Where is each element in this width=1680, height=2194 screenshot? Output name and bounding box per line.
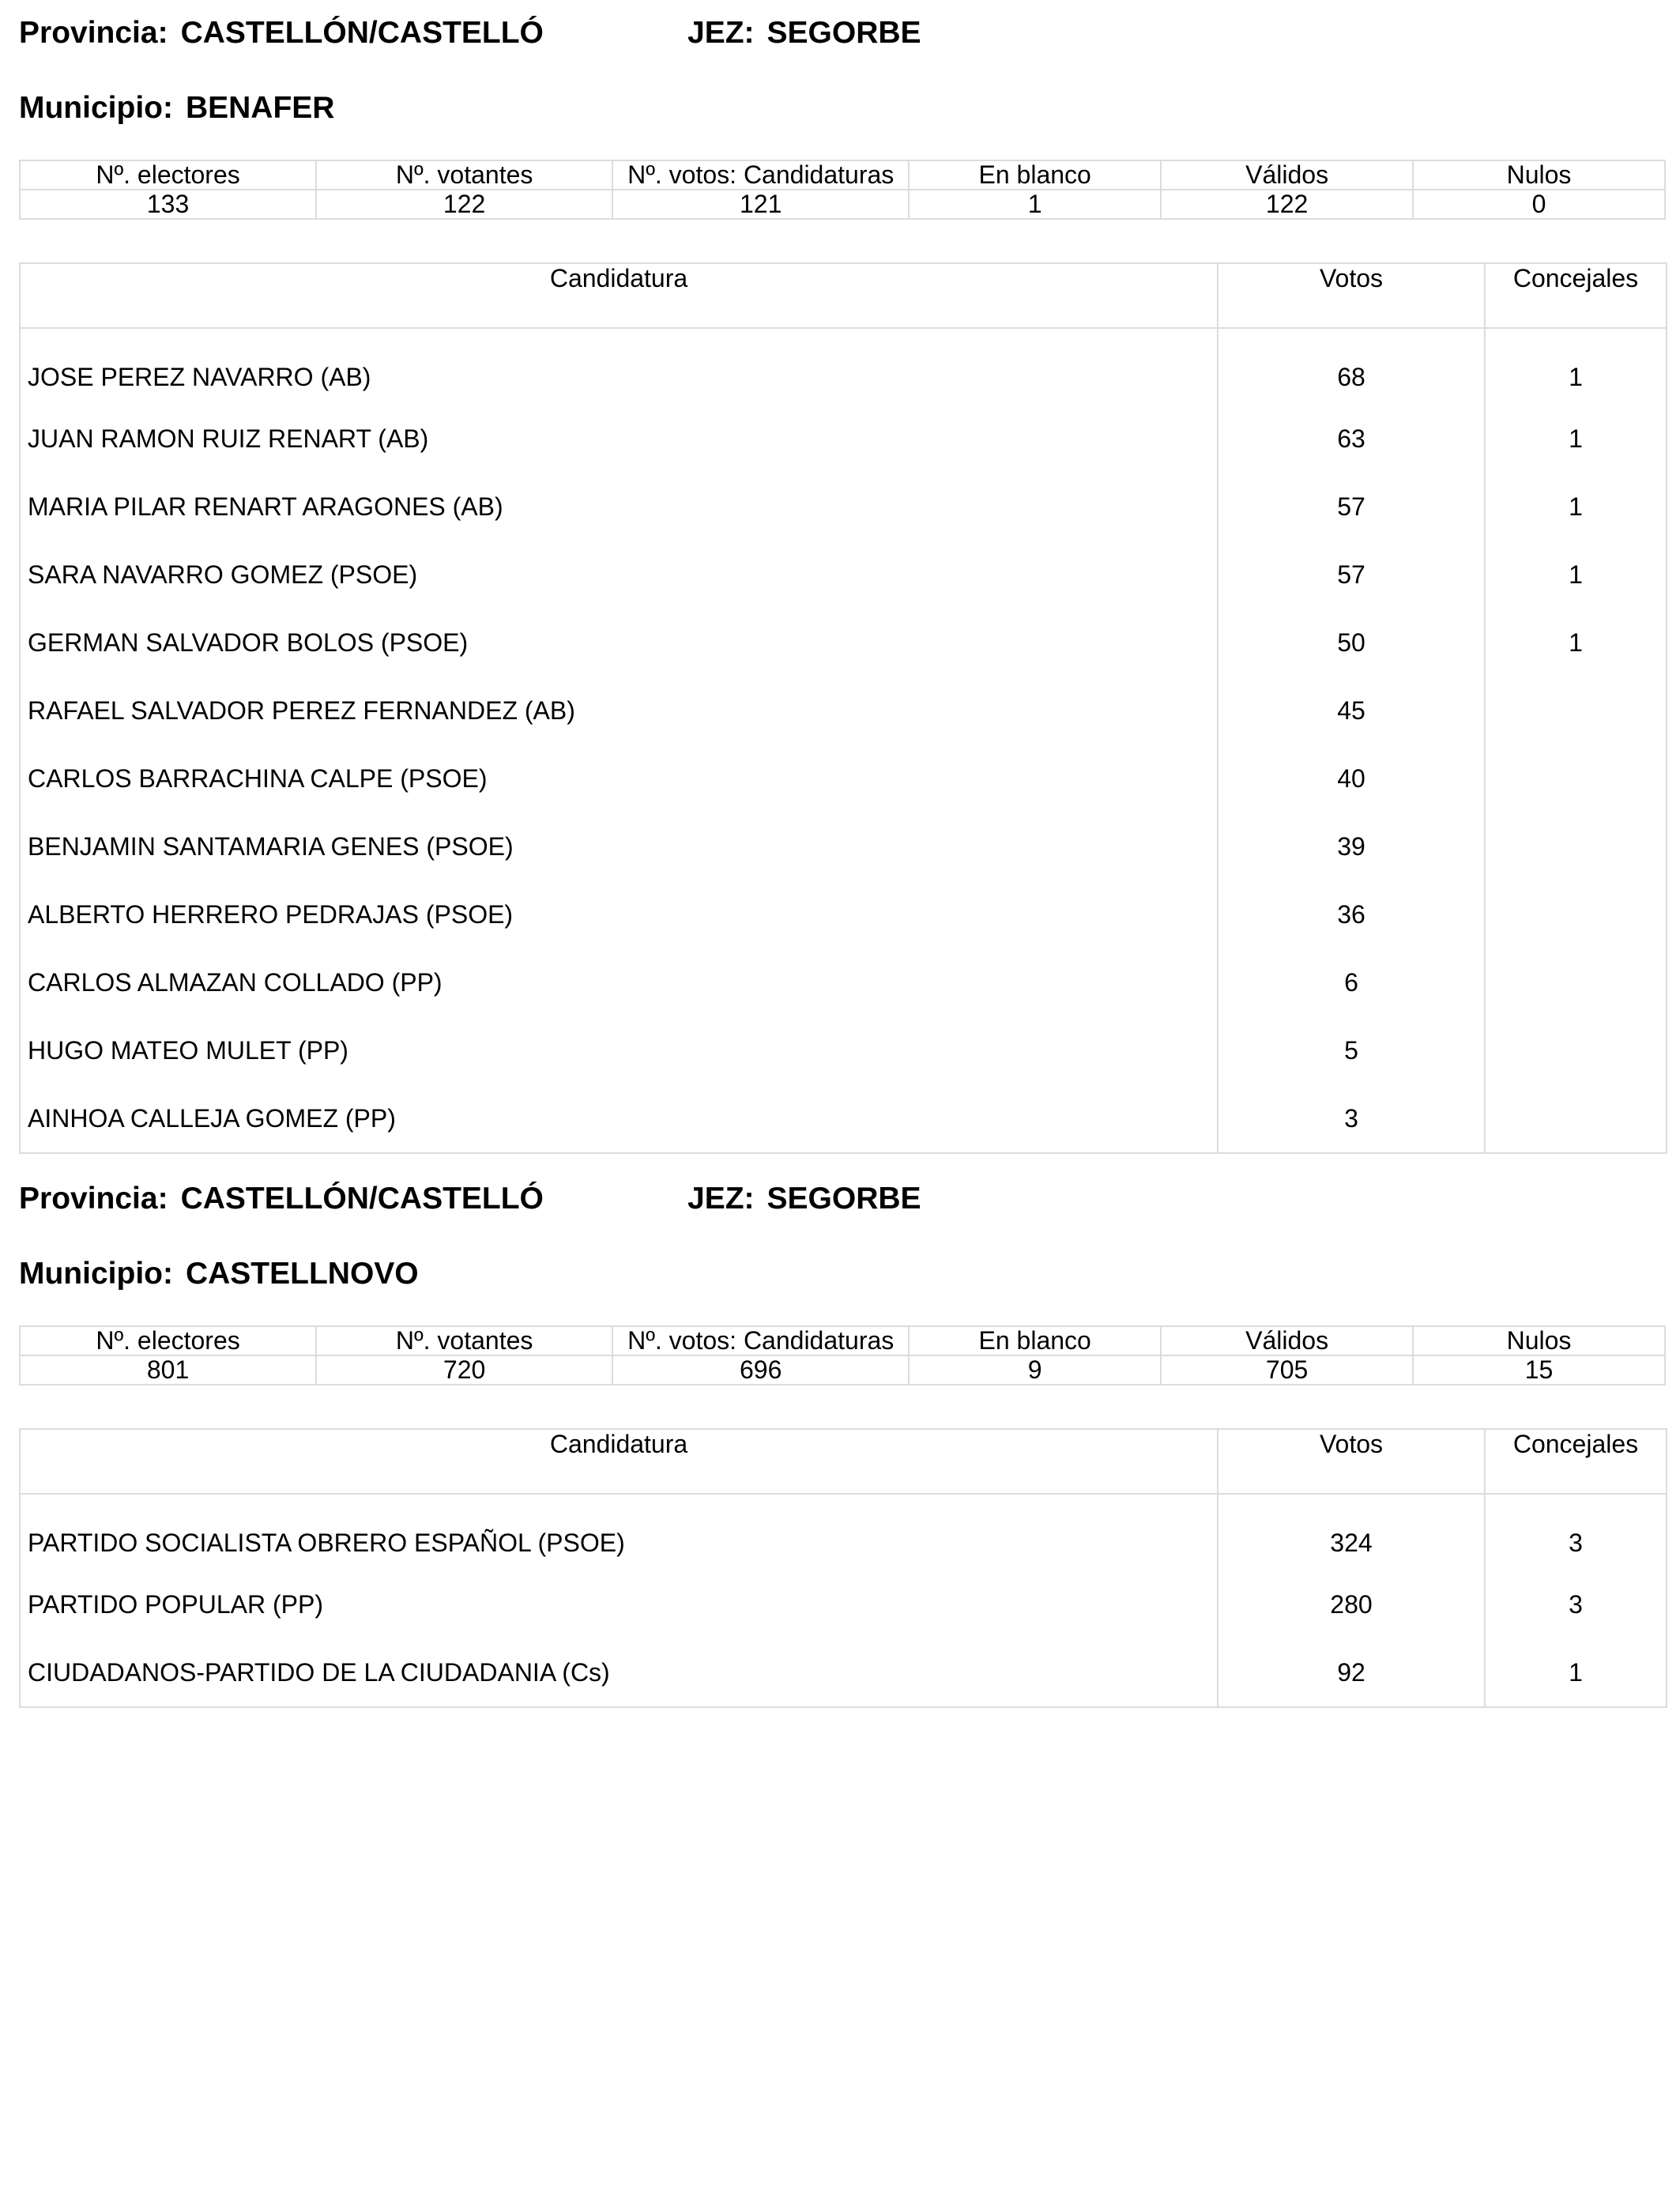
stats-header-nulos: Nulos [1413,1326,1665,1355]
municipio-value: BENAFER [185,91,335,125]
candidates-header-row [20,1429,1667,1494]
stats-header-votantes: Nº. votantes [316,1326,612,1355]
stats-value-validos: 705 [1161,1355,1413,1385]
header-concejales: Concejales [1485,263,1667,328]
header-candidatura: Candidatura [20,1429,1218,1494]
candidate-concejales [1485,677,1667,745]
table-row [20,473,1667,541]
provincia-value: CASTELLÓN/CASTELLÓ [180,1182,544,1216]
stats-value-nulos: 15 [1413,1355,1665,1385]
stats-value-votos-candidaturas: 121 [612,190,909,219]
candidate-votos: 280 [1218,1570,1485,1638]
candidate-concejales: 1 [1485,405,1667,473]
header-candidatura: Candidatura [20,263,1218,328]
table-row [20,609,1667,677]
candidate-votos: 39 [1218,812,1485,880]
candidate-name: GERMAN SALVADOR BOLOS (PSOE) [20,609,1218,677]
candidate-concejales: 1 [1485,473,1667,541]
table-row [20,948,1667,1016]
jez-value: SEGORBE [767,16,921,50]
candidate-name: CIUDADANOS-PARTIDO DE LA CIUDADANIA (Cs) [20,1638,1218,1707]
municipio-value: CASTELLNOVO [185,1257,419,1291]
jez-heading [687,16,921,51]
candidate-votos: 68 [1218,328,1485,405]
jez-heading [687,1182,921,1216]
header-votos: Votos [1218,263,1485,328]
candidate-concejales [1485,745,1667,812]
table-row [20,745,1667,812]
candidate-votos: 92 [1218,1638,1485,1707]
candidate-votos: 50 [1218,609,1485,677]
candidate-name: JUAN RAMON RUIZ RENART (AB) [20,405,1218,473]
table-row [20,677,1667,745]
provincia-label: Provincia: [19,1182,168,1216]
header-votos: Votos [1218,1429,1485,1494]
table-row [20,1494,1667,1570]
candidate-name: MARIA PILAR RENART ARAGONES (AB) [20,473,1218,541]
table-row [20,328,1667,405]
table-row [20,812,1667,880]
candidates-table [19,262,1667,1154]
candidate-name: BENJAMIN SANTAMARIA GENES (PSOE) [20,812,1218,880]
stats-value-votantes: 720 [316,1355,612,1385]
stats-value-validos: 122 [1161,190,1413,219]
candidate-concejales [1485,880,1667,948]
table-row [20,541,1667,609]
table-row [20,1570,1667,1638]
provincia-heading [19,16,544,51]
stats-header-row [20,1326,1665,1355]
candidate-concejales: 1 [1485,609,1667,677]
stats-value-row [20,190,1665,219]
stats-header-electores: Nº. electores [20,160,316,190]
candidate-concejales: 1 [1485,328,1667,405]
candidate-name: CARLOS BARRACHINA CALPE (PSOE) [20,745,1218,812]
stats-header-nulos: Nulos [1413,160,1665,190]
candidate-votos: 36 [1218,880,1485,948]
provincia-value: CASTELLÓN/CASTELLÓ [180,16,544,50]
candidate-name: PARTIDO SOCIALISTA OBRERO ESPAÑOL (PSOE) [20,1494,1218,1570]
candidate-votos: 6 [1218,948,1485,1016]
stats-header-validos: Válidos [1161,160,1413,190]
stats-header-row [20,160,1665,190]
candidate-concejales: 3 [1485,1494,1667,1570]
table-row [20,1016,1667,1084]
stats-header-electores: Nº. electores [20,1326,316,1355]
candidate-concejales [1485,1016,1667,1084]
stats-value-nulos: 0 [1413,190,1665,219]
municipio-heading [19,91,334,126]
candidate-votos: 5 [1218,1016,1485,1084]
candidate-name: ALBERTO HERRERO PEDRAJAS (PSOE) [20,880,1218,948]
candidate-concejales: 1 [1485,541,1667,609]
municipio-label: Municipio: [19,1257,173,1291]
provincia-label: Provincia: [19,16,168,50]
summary-stats-table [19,160,1666,220]
stats-header-en-blanco: En blanco [909,1326,1161,1355]
candidate-votos: 40 [1218,745,1485,812]
candidate-name: SARA NAVARRO GOMEZ (PSOE) [20,541,1218,609]
candidate-concejales [1485,812,1667,880]
candidate-votos: 63 [1218,405,1485,473]
candidate-votos: 3 [1218,1084,1485,1153]
candidate-name: HUGO MATEO MULET (PP) [20,1016,1218,1084]
stats-value-row [20,1355,1665,1385]
stats-header-votos-candidaturas: Nº. votos: Candidaturas [612,1326,909,1355]
candidate-concejales: 3 [1485,1570,1667,1638]
stats-value-votos-candidaturas: 696 [612,1355,909,1385]
candidates-table [19,1428,1667,1708]
candidate-votos: 45 [1218,677,1485,745]
candidate-concejales [1485,1084,1667,1153]
candidate-concejales: 1 [1485,1638,1667,1707]
candidates-header-row [20,263,1667,328]
table-row [20,1084,1667,1153]
stats-value-en-blanco: 1 [909,190,1161,219]
candidate-name: JOSE PEREZ NAVARRO (AB) [20,328,1218,405]
municipio-heading [19,1257,419,1291]
candidate-name: CARLOS ALMAZAN COLLADO (PP) [20,948,1218,1016]
stats-value-en-blanco: 9 [909,1355,1161,1385]
jez-value: SEGORBE [767,1182,921,1216]
candidate-votos: 324 [1218,1494,1485,1570]
stats-header-votos-candidaturas: Nº. votos: Candidaturas [612,160,909,190]
candidate-name: PARTIDO POPULAR (PP) [20,1570,1218,1638]
candidate-concejales [1485,948,1667,1016]
stats-header-validos: Válidos [1161,1326,1413,1355]
provincia-heading [19,1182,544,1216]
summary-stats-table [19,1325,1666,1385]
municipio-label: Municipio: [19,91,173,125]
candidate-votos: 57 [1218,541,1485,609]
candidate-name: RAFAEL SALVADOR PEREZ FERNANDEZ (AB) [20,677,1218,745]
candidate-name: AINHOA CALLEJA GOMEZ (PP) [20,1084,1218,1153]
stats-header-en-blanco: En blanco [909,160,1161,190]
stats-header-votantes: Nº. votantes [316,160,612,190]
header-concejales: Concejales [1485,1429,1667,1494]
stats-value-votantes: 122 [316,190,612,219]
table-row [20,880,1667,948]
jez-label: JEZ: [687,1182,755,1216]
candidate-votos: 57 [1218,473,1485,541]
stats-value-electores: 801 [20,1355,316,1385]
jez-label: JEZ: [687,16,755,50]
stats-value-electores: 133 [20,190,316,219]
table-row [20,405,1667,473]
table-row [20,1638,1667,1707]
